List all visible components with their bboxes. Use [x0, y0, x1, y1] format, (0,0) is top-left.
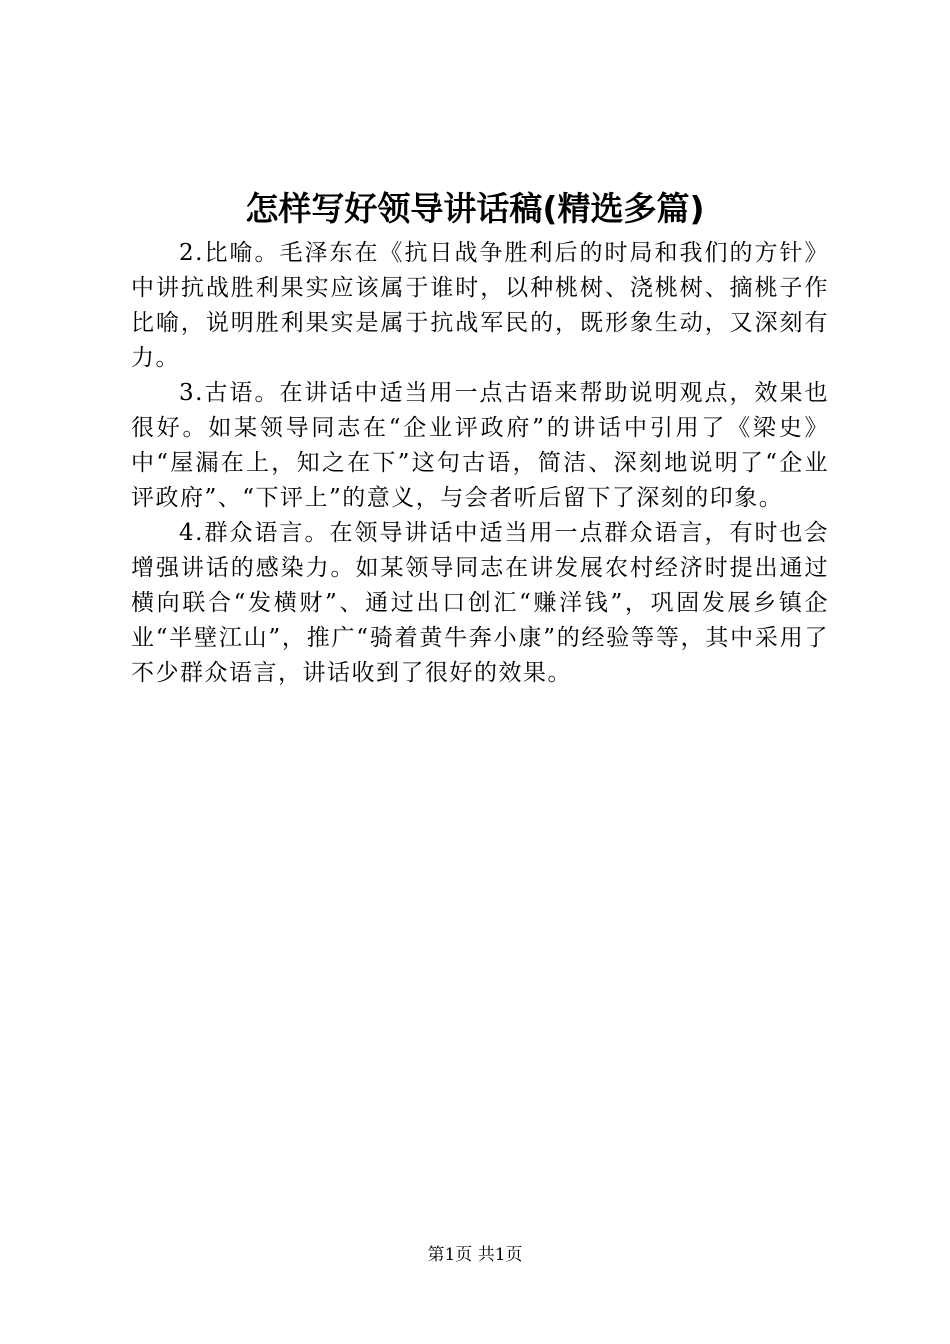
paragraph-classical-quote: 3.古语。在讲话中适当用一点古语来帮助说明观点，效果也很好。如某领导同志在“企业评政府”的讲话中引用了《梁史》中“屋漏在上，知之在下”这句古语，简洁、深刻地说明了“企业评政府”、“下评上”的意义，与会者听后留下了深刻的印象。	[131, 380, 829, 511]
document-title: 怎样写好领导讲话稿(精选多篇)	[245, 189, 705, 228]
paragraph-metaphor: 2.比喻。毛泽东在《抗日战争胜利后的时局和我们的方针》中讲抗战胜利果实应该属于谁时，以种桃树、浇桃树、摘桃子作比喻，说明胜利果实是属于抗战军民的，既形象生动，又深刻有力。	[131, 240, 829, 371]
document-body	[131, 236, 829, 691]
paragraph-folk-language: 4.群众语言。在领导讲话中适当用一点群众语言，有时也会增强讲话的感染力。如某领导同志在讲发展农村经济时提出通过横向联合“发横财”、通过出口创汇“赚洋钱”，巩固发展乡镇企业“半壁江山”，推广“骑着黄牛奔小康”的经验等等，其中采用了不少群众语言，讲话收到了很好的效果。	[131, 520, 829, 686]
page-number-footer: 第1页 共1页	[427, 1245, 523, 1265]
